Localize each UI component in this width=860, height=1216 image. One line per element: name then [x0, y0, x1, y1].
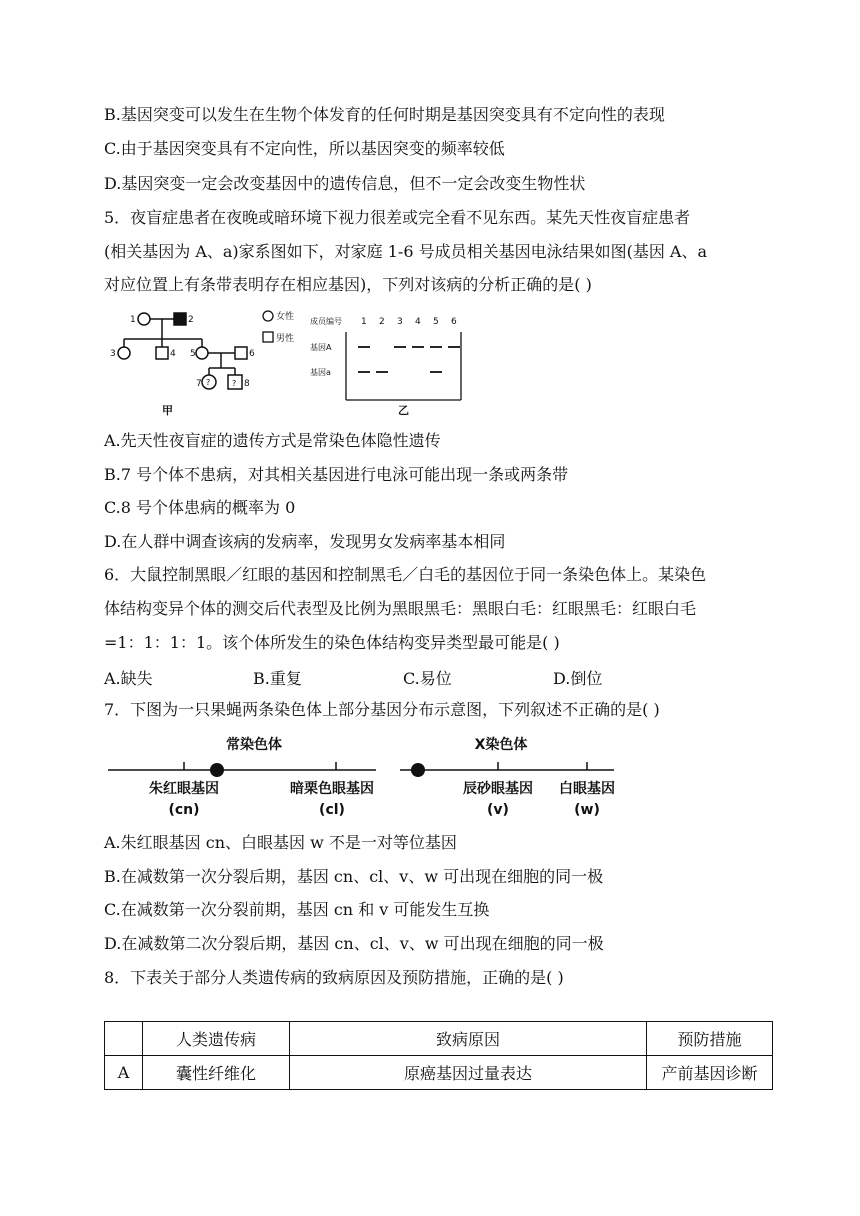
gene-cn-name: 朱红眼基因 [149, 781, 219, 797]
q4-option-d: D.基因突变一定会改变基因中的遗传信息，但不一定会改变生物性状 [104, 174, 586, 193]
member-5-symbol [196, 347, 208, 359]
gel-lane-number: 2 [379, 317, 385, 327]
legend-female-icon [263, 311, 273, 321]
x-chromosome-title: X染色体 [474, 737, 528, 753]
member-7-mark: ? [206, 378, 211, 387]
q6-option-b: B.重复 [253, 669, 302, 688]
gene-w-symbol: (w) [574, 802, 600, 818]
q6-option-a: A.缺失 [104, 669, 153, 688]
q8-row-a-disease: 囊性纤维化 [143, 1056, 290, 1090]
q6-stem-line-3: =1：1：1：1。该个体所发生的染色体结构变异类型最可能是( ) [104, 633, 560, 652]
q4-option-b: B.基因突变可以发生在生物个体发育的任何时期是基因突变具有不定向性的表现 [104, 105, 665, 124]
member-7-label: 7 [196, 379, 202, 389]
q7-option-d: D.在减数第二次分裂后期，基因 cn、cl、v、w 可出现在细胞的同一极 [104, 934, 604, 953]
gel-lane-number: 1 [361, 317, 367, 327]
gene-cl-symbol: (cl) [319, 802, 345, 818]
q8-header-cell [105, 1022, 143, 1056]
q5-stem-line-2: (相关基因为 A、a)家系图如下，对家庭 1-6 号成员相关基因电泳结果如图(基因 A、a [104, 242, 708, 261]
autosome-title: 常染色体 [226, 737, 282, 753]
q5-option-c: C.8 号个体患病的概率为 0 [104, 498, 296, 517]
table-row [105, 1056, 773, 1090]
legend-female-label: 女性 [276, 312, 295, 322]
q5-option-a: A.先天性夜盲症的遗传方式是常染色体隐性遗传 [104, 431, 441, 450]
member-6-symbol [235, 347, 247, 359]
q6-option-d: D.倒位 [553, 669, 603, 688]
q8-stem: 8．下表关于部分人类遗传病的致病原因及预防措施，正确的是( ) [104, 968, 564, 987]
q7-option-b: B.在减数第一次分裂后期，基因 cn、cl、v、w 可出现在细胞的同一极 [104, 867, 604, 886]
q6-options-row [104, 666, 744, 686]
q8-row-a-cause: 原癌基因过量表达 [290, 1056, 647, 1090]
q8-row-a-prevention: 产前基因诊断 [647, 1056, 773, 1090]
member-6-label: 6 [249, 349, 255, 359]
q7-option-a: A.朱红眼基因 cn、白眼基因 w 不是一对等位基因 [104, 833, 457, 852]
gel-row-a-upper-label: 基因A [310, 343, 332, 352]
gene-v-name: 辰砂眼基因 [463, 781, 533, 797]
legend-male-icon [263, 332, 273, 342]
q8-header-prevention: 预防措施 [647, 1022, 773, 1056]
gel-row-a-lower-label: 基因a [310, 368, 331, 377]
q7-stem: 7．下图为一只果蝇两条染色体上部分基因分布示意图，下列叙述不正确的是( ) [104, 700, 660, 719]
q8-table-header-row [105, 1022, 773, 1056]
gel-lane-number: 3 [397, 317, 403, 327]
pedigree-caption: 甲 [162, 404, 173, 417]
member-1-label: 1 [130, 315, 136, 325]
q6-option-c: C.易位 [403, 669, 452, 688]
autosome-centromere [210, 763, 224, 777]
chromosome-figure [104, 732, 624, 824]
gel-header-label: 成员编号 [310, 317, 342, 326]
q4-option-c: C.由于基因突变具有不定向性，所以基因突变的频率较低 [104, 139, 505, 158]
q8-header-cause: 致病原因 [290, 1022, 647, 1056]
member-4-label: 4 [170, 349, 176, 359]
q5-option-b: B.7 号个体不患病，对其相关基因进行电泳可能出现一条或两条带 [104, 465, 569, 484]
member-8-label: 8 [244, 379, 250, 389]
q5-stem-line-3: 对应位置上有条带表明存在相应基因)，下列对该病的分析正确的是( ) [104, 275, 592, 294]
pedigree-figure [104, 304, 304, 419]
gene-cl-name: 暗栗色眼基因 [290, 781, 374, 797]
q5-stem-line-1: 5．夜盲症患者在夜晚或暗环境下视力很差或完全看不见东西。某先天性夜盲症患者 [104, 208, 691, 227]
gene-cn-symbol: (cn) [168, 802, 200, 818]
member-1-symbol [138, 313, 150, 325]
gel-caption: 乙 [398, 404, 409, 417]
electrophoresis-figure [306, 308, 466, 418]
legend-male-label: 男性 [276, 334, 295, 344]
member-2-symbol [174, 313, 186, 325]
q5-option-d: D.在人群中调查该病的发病率，发现男女发病率基本相同 [104, 532, 506, 551]
q6-stem-line-1: 6．大鼠控制黑眼／红眼的基因和控制黑毛／白毛的基因位于同一条染色体上。某染色 [104, 565, 707, 584]
x-centromere [411, 763, 425, 777]
q6-stem-line-2: 体结构变异个体的测交后代表型及比例为黑眼黑毛：黑眼白毛：红眼黑毛：红眼白毛 [104, 599, 697, 618]
gel-lane-number: 4 [415, 317, 421, 327]
gel-lane-number: 5 [433, 317, 439, 327]
member-3-symbol [118, 347, 130, 359]
gene-v-symbol: (v) [487, 802, 509, 818]
member-3-label: 3 [110, 349, 116, 359]
q7-option-c: C.在减数第一次分裂前期，基因 cn 和 v 可能发生互换 [104, 900, 490, 919]
gene-w-name: 白眼基因 [559, 781, 615, 797]
q8-header-disease: 人类遗传病 [143, 1022, 290, 1056]
member-5-label: 5 [190, 349, 196, 359]
gel-lane-number: 6 [451, 317, 457, 327]
q8-row-a-label: A [105, 1056, 143, 1090]
member-4-symbol [156, 347, 168, 359]
q8-table [104, 1021, 773, 1090]
member-8-mark: ? [232, 379, 237, 388]
member-2-label: 2 [188, 315, 194, 325]
